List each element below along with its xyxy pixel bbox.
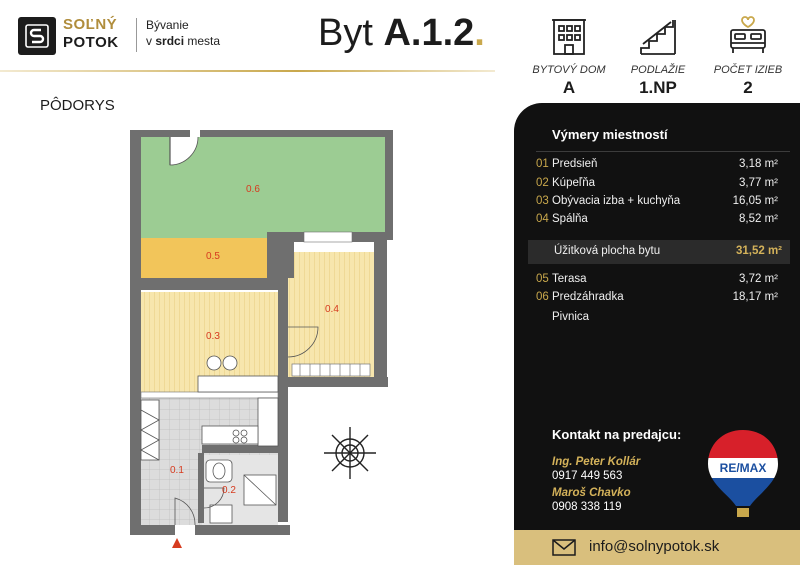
stat-rooms-value: 2	[743, 78, 753, 97]
extra-row: 06 Predzáhradka 18,17 m²	[536, 291, 778, 303]
mail-icon	[552, 539, 576, 561]
brand-name-line2: POTOK	[63, 34, 119, 51]
room-label-bathroom: 0.2	[222, 485, 236, 496]
stat-floor-value: 1.NP	[639, 78, 677, 97]
stat-building-value: A	[562, 78, 576, 97]
svg-text:RE/MAX: RE/MAX	[719, 461, 767, 475]
stat-building	[524, 14, 614, 98]
stat-floor	[613, 14, 703, 98]
stat-floor-label: PODLAŽIE	[630, 64, 686, 76]
tagline-line1: Bývanie	[146, 18, 189, 32]
room-label-terrace: 0.6	[246, 184, 260, 195]
extra-row: 05 Terasa 3,72 m²	[536, 273, 778, 285]
areas-title: Výmery miestností	[552, 127, 668, 142]
brand-logo-icon	[18, 17, 56, 55]
contact-title: Kontakt na predajcu:	[552, 427, 682, 442]
bed-icon	[703, 14, 793, 56]
room-label-bedroom: 0.4	[325, 304, 339, 315]
stat-building-label: BYTOVÝ DOM	[532, 64, 606, 76]
stat-rooms	[703, 14, 793, 98]
brand-name-line1: SOĽNÝ	[63, 16, 118, 33]
room-label-living: 0.3	[206, 331, 220, 342]
stat-rooms-label: POČET IZIEB	[713, 64, 783, 76]
usable-area-label: Úžitková plocha bytu	[554, 245, 661, 257]
building-icon	[524, 14, 614, 56]
tagline-line2: v srdci mesta	[146, 34, 221, 48]
room-row: 02 Kúpeľňa 3,77 m²	[536, 177, 778, 189]
contact-phone[interactable]: 0908 338 119	[552, 501, 622, 513]
remax-balloon-logo	[706, 428, 780, 525]
contact-name: Maroš Chavko	[552, 487, 631, 499]
room-label-hall: 0.1	[170, 465, 184, 476]
room-row: 01 Predsieň 3,18 m²	[536, 158, 778, 170]
room-row: 04 Spálňa 8,52 m²	[536, 213, 778, 225]
usable-area-value: 31,52 m²	[735, 245, 782, 257]
room-row: 03 Obývacia izba + kuchyňa 16,05 m²	[536, 195, 778, 207]
garden-area	[141, 238, 267, 278]
brand-divider	[136, 18, 137, 52]
floor-plan	[120, 120, 400, 555]
contact-phone[interactable]: 0917 449 563	[552, 470, 623, 482]
header-divider	[0, 70, 495, 72]
stairs-icon	[613, 14, 703, 56]
extra-row: Pivnica	[552, 311, 590, 323]
page-title: Byt A.1.2.	[318, 12, 485, 54]
contact-name: Ing. Peter Kollár	[552, 456, 641, 468]
section-label: PÔDORYS	[40, 97, 115, 114]
contact-email[interactable]: info@solnypotok.sk	[589, 538, 720, 555]
divider	[536, 151, 790, 152]
room-label-garden: 0.5	[206, 251, 220, 262]
